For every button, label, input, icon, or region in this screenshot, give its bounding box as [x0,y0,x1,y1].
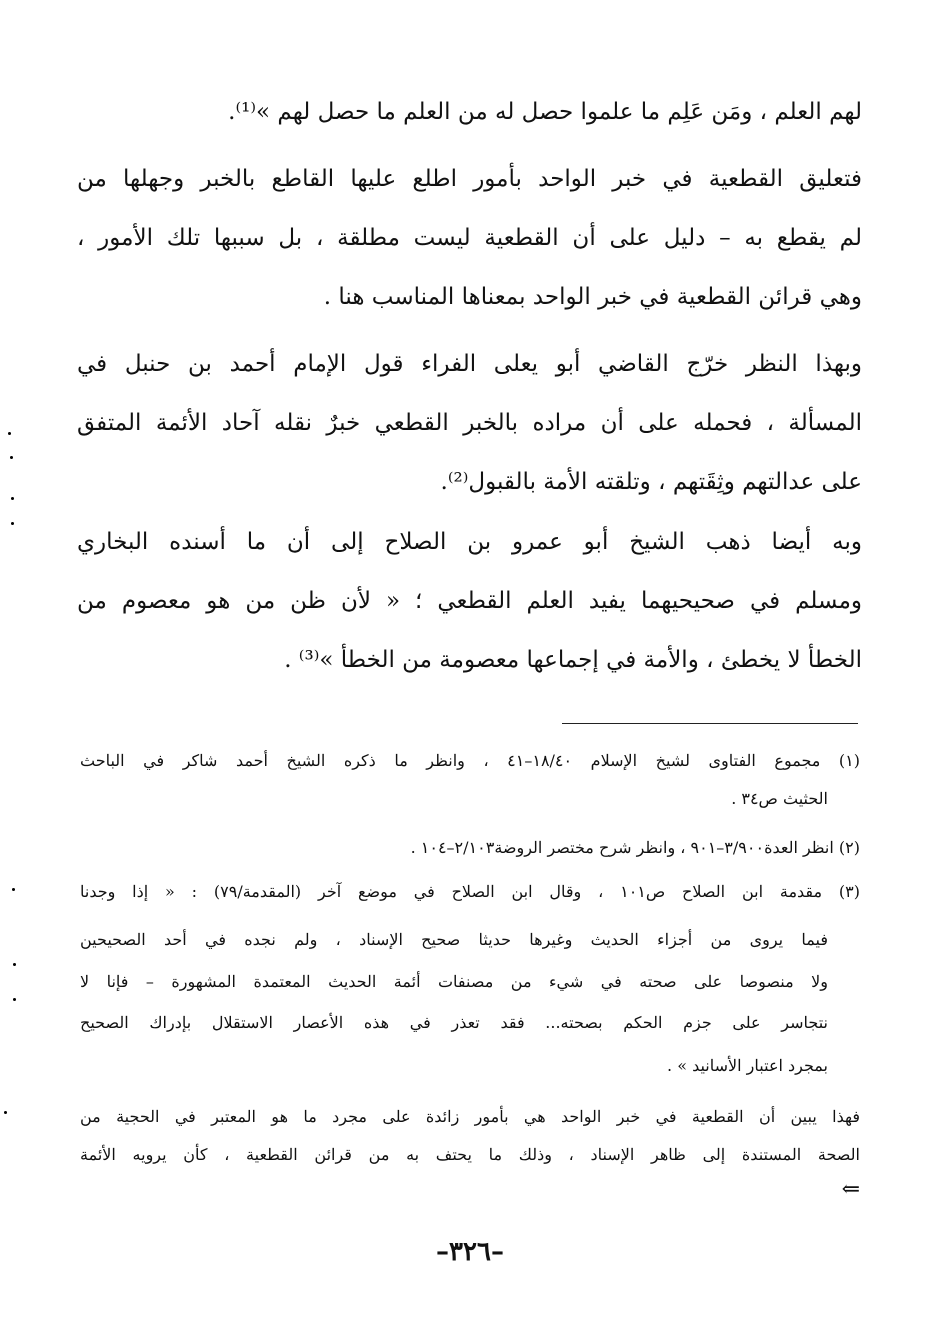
continuation-arrow-icon: ⇐ [841,1177,860,1202]
scan-speck [11,522,14,525]
scan-speck [4,1111,7,1114]
footnote-3-line-2: فيما يروى من أجزاء الحديث وغيرها حديثا صحيح الإسناد ، ولم نجده في أحد الصحيحين [80,930,828,949]
scan-speck [12,888,15,891]
body-line-1: لهم العلم ، ومَن عَلِم ما علموا حصل له من العلم ما حصل لهم »⁽¹⁾. [228,99,862,125]
scan-speck [11,497,14,500]
footnote-3-line-5: بمجرد اعتبار الأسانيد » . [667,1056,828,1075]
footnote-2: (٢) انظر العدة٣/٩٠٠–٩٠١ ، وانظر شرح مختصر الروضة٢/١٠٣–١٠٤ . [410,838,860,857]
body-line-4: وهي قرائن القطعية في خبر الواحد بمعناها المناسب هنا . [323,284,862,310]
body-line-5: وبهذا النظر خرّج القاضي أبو يعلى الفراء قول الإمام أحمد بن حنبل في [77,351,862,377]
body-line-6: المسألة ، فحمله على أن مراده بالخبر القطعي خبرٌ نقله آحاد الأئمة المتفق [77,410,862,436]
footnote-3-line-7: الصحة المستندة إلى ظاهر الإسناد ، وذلك ما يحتف به من قرائن القطعية ، كأن يرويه الأئمة [80,1145,860,1164]
footnote-separator [562,723,858,724]
body-line-2: فتعليق القطعية في خبر الواحد بأمور اطلع عليها القاطع بالخبر وجهلها من [77,166,862,192]
footnote-3-line-6: فهذا يبين أن القطعية في خبر الواحد هي بأمور زائدة على مجرد ما هو المعتبر في الحجية من [80,1107,860,1126]
page-number: –٣٢٦– [436,1237,504,1267]
footnote-3-line-3: ولا منصوصا على صحته في شيء من مصنفات أئمة الحديث المعتمدة المشهورة – فإنا لا [80,972,828,991]
scan-speck [8,432,11,435]
footnote-1-line-2: الحثيث ص٣٤ . [731,789,828,808]
body-line-9: ومسلم في صحيحيهما يفيد العلم القطعي ؛ « لأن ظن من هو معصوم من [77,588,862,614]
scan-speck [13,998,16,1001]
scan-speck [13,963,16,966]
body-line-10: الخطأ لا يخطئ ، والأمة في إجماعها معصومة من الخطأ »⁽³⁾ . [284,647,862,673]
body-line-8: وبه أيضا ذهب الشيخ أبو عمرو بن الصلاح إلى أن ما أسنده البخاري [77,529,862,555]
scan-speck [10,456,13,459]
footnote-3-line-4: نتجاسر على جزم الحكم بصحته... فقد تعذر في هذه الأعصار الاستقلال بإدراك الصحيح [80,1013,828,1032]
footnote-1-line-1: (١) مجموع الفتاوى لشيخ الإسلام ١٨/٤٠–٤١ ، وانظر ما ذكره الشيخ أحمد شاكر في الباحث [80,751,860,770]
body-line-3: لم يقطع به – دليل على أن القطعية ليست مطلقة ، بل سببها تلك الأمور ، [77,225,862,251]
body-line-7: على عدالتهم وثِقَتهم ، وتلقته الأمة بالقبول⁽²⁾. [440,469,862,495]
footnote-3-line-1: (٣) مقدمة ابن الصلاح ص١٠١ ، وقال ابن الصلاح في موضع آخر (المقدمة/٧٩) : « إذا وجدنا [80,882,860,901]
